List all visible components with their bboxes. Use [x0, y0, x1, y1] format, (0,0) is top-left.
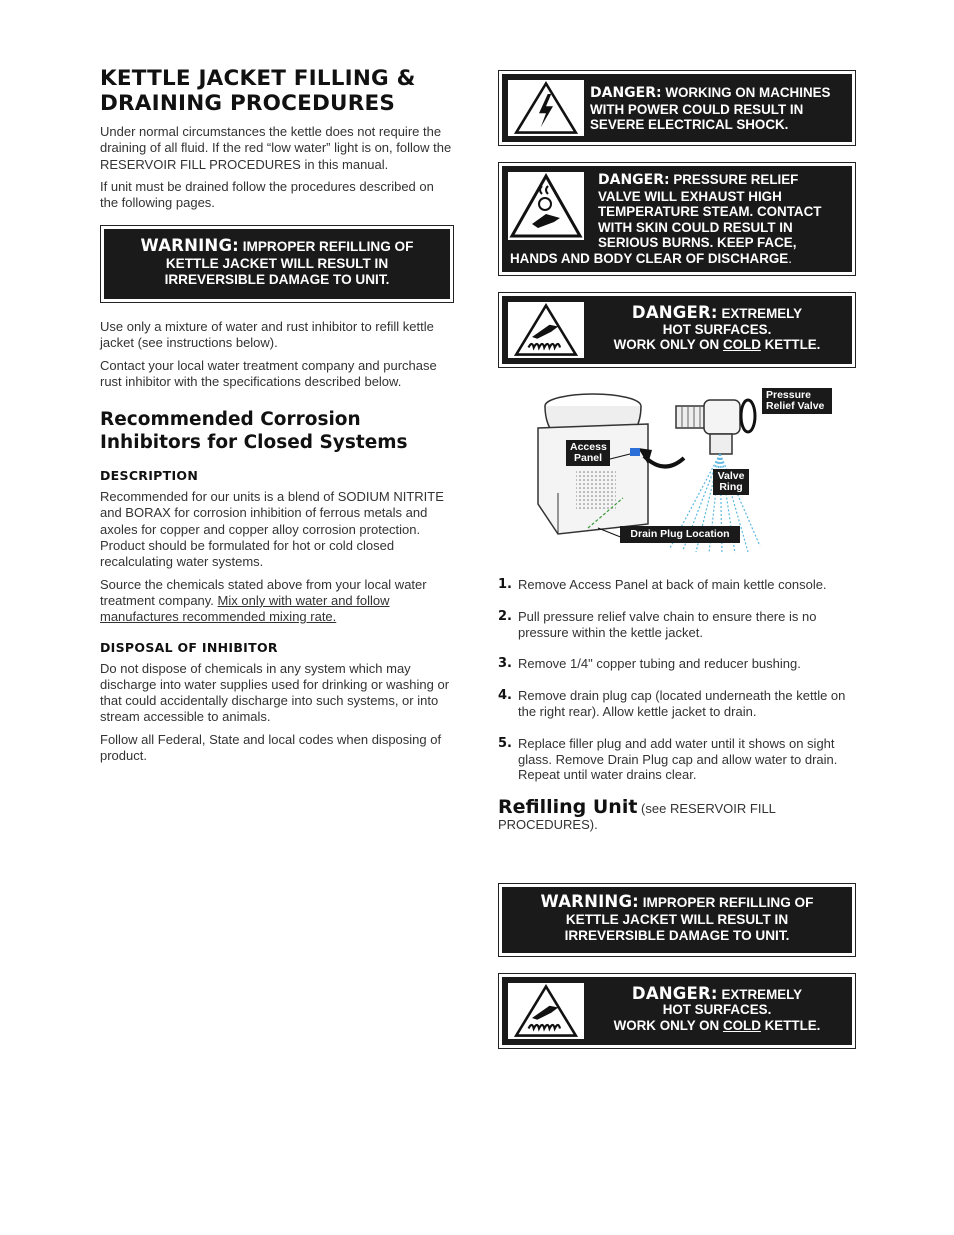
use-mixture-paragraph: Use only a mixture of water and rust inhibitor to refill kettle jacket (see instructions below). [100, 318, 434, 351]
danger-box-hot-surfaces: DANGER: EXTREMELY HOT SURFACES. WORK ONLY ON COLD KETTLE. [498, 292, 856, 368]
kettle-drain-diagram [498, 378, 856, 563]
intro-paragraph-2: If unit must be drained follow the procedures described on the following pages. [100, 178, 434, 211]
list-item: 1. Remove Access Panel at back of main kettle console. [498, 577, 827, 592]
disposal-paragraph-1: Do not dispose of chemicals in any system which may discharge into water supplies used for drinking or washing or that could accidentally discharge into such systems, or into stream accessible to animals. [100, 660, 450, 725]
warning-box-refilling-2: WARNING: IMPROPER REFILLING OF KETTLE JACKET WILL RESULT IN IRREVERSIBLE DAMAGE TO UNIT. [498, 883, 856, 957]
list-item: 5. Replace filler plug and add water until it shows on sight glass. Remove Drain Plug cap and allow water to drain. Repeat until water drains clear. [498, 735, 838, 783]
hot-surface-icon [508, 983, 584, 1039]
source-paragraph: Source the chemicals stated above from your local water treatment company. Mix only with water and follow manufactures recommended mixing rate. [100, 576, 427, 625]
page-title-line2: DRAINING PROCEDURES [100, 91, 396, 116]
label-drain-plug-location: Drain Plug Location [620, 526, 740, 543]
electric-shock-icon [508, 80, 584, 136]
description-heading: DESCRIPTION [100, 468, 199, 484]
hot-surface-icon [508, 302, 584, 358]
label-valve-ring: Valve Ring [713, 469, 749, 495]
label-pressure-relief-valve: Pressure Relief Valve [762, 388, 832, 414]
contact-paragraph: Contact your local water treatment company and purchase rust inhibitor with the specifications described below. [100, 357, 437, 389]
list-item: 3. Remove 1/4" copper tubing and reducer bushing. [498, 656, 801, 672]
drain-steps-list [498, 577, 856, 783]
right-column [498, 70, 856, 1049]
list-item: 2. Pull pressure relief valve chain to ensure there is no pressure within the kettle jacket. [498, 608, 817, 640]
refilling-unit-section: Refilling Unit (see RESERVOIR FILL PROCEDURES). [498, 796, 776, 833]
left-column [100, 66, 454, 770]
danger-box-hot-surfaces-2: DANGER: EXTREMELY HOT SURFACES. WORK ONLY ON COLD KETTLE. [498, 973, 856, 1049]
refilling-unit-heading: Refilling Unit [498, 796, 638, 819]
steam-burn-icon [508, 172, 584, 240]
warning-label: WARNING: [140, 236, 239, 256]
danger-box-steam: DANGER: PRESSURE RELIEF VALVE WILL EXHAUST HIGH TEMPERATURE STEAM. CONTACT WITH SKIN COULD RESULT IN SERIOUS BURNS. KEEP FACE, HANDS AND BODY CLEAR OF DISCHARGE. [498, 162, 856, 276]
description-paragraph: Recommended for our units is a blend of SODIUM NITRITE and BORAX for corrosion inhibition of ferrous metals and axoles for copper and copper alloy corrosion protection. Product should be formulated for hot or cold closed recalculating water systems. [100, 489, 444, 570]
page-title-line1: KETTLE JACKET FILLING & [100, 66, 416, 91]
label-access-panel: Access Panel [566, 440, 610, 466]
section-heading-inhibitors: Recommended Corrosion Inhibitors for Closed Systems [100, 409, 408, 454]
disposal-paragraph-2: Follow all Federal, State and local codes when disposing of product. [100, 731, 442, 764]
warning-box-refilling: WARNING: IMPROPER REFILLING OF KETTLE JACKET WILL RESULT IN IRREVERSIBLE DAMAGE TO UNIT. [100, 225, 454, 303]
mixing-rate-underlined: Mix only with water and follow manufactures recommended mixing rate. [100, 592, 390, 625]
danger-box-electrical: DANGER: WORKING ON MACHINES WITH POWER COULD RESULT IN SEVERE ELECTRICAL SHOCK. [498, 70, 856, 146]
intro-paragraph-1: Under normal circumstances the kettle does not require the draining of all fluid. If the red “low water” light is on, follow the RESERVOIR FILL PROCEDURES in this manual. [100, 124, 452, 172]
disposal-heading: DISPOSAL OF INHIBITOR [100, 639, 278, 655]
page-title [100, 66, 454, 116]
list-item: 4. Remove drain plug cap (located underneath the kettle on the right rear). Allow kettle jacket to drain. [498, 688, 846, 719]
danger-label: DANGER: [590, 85, 662, 101]
